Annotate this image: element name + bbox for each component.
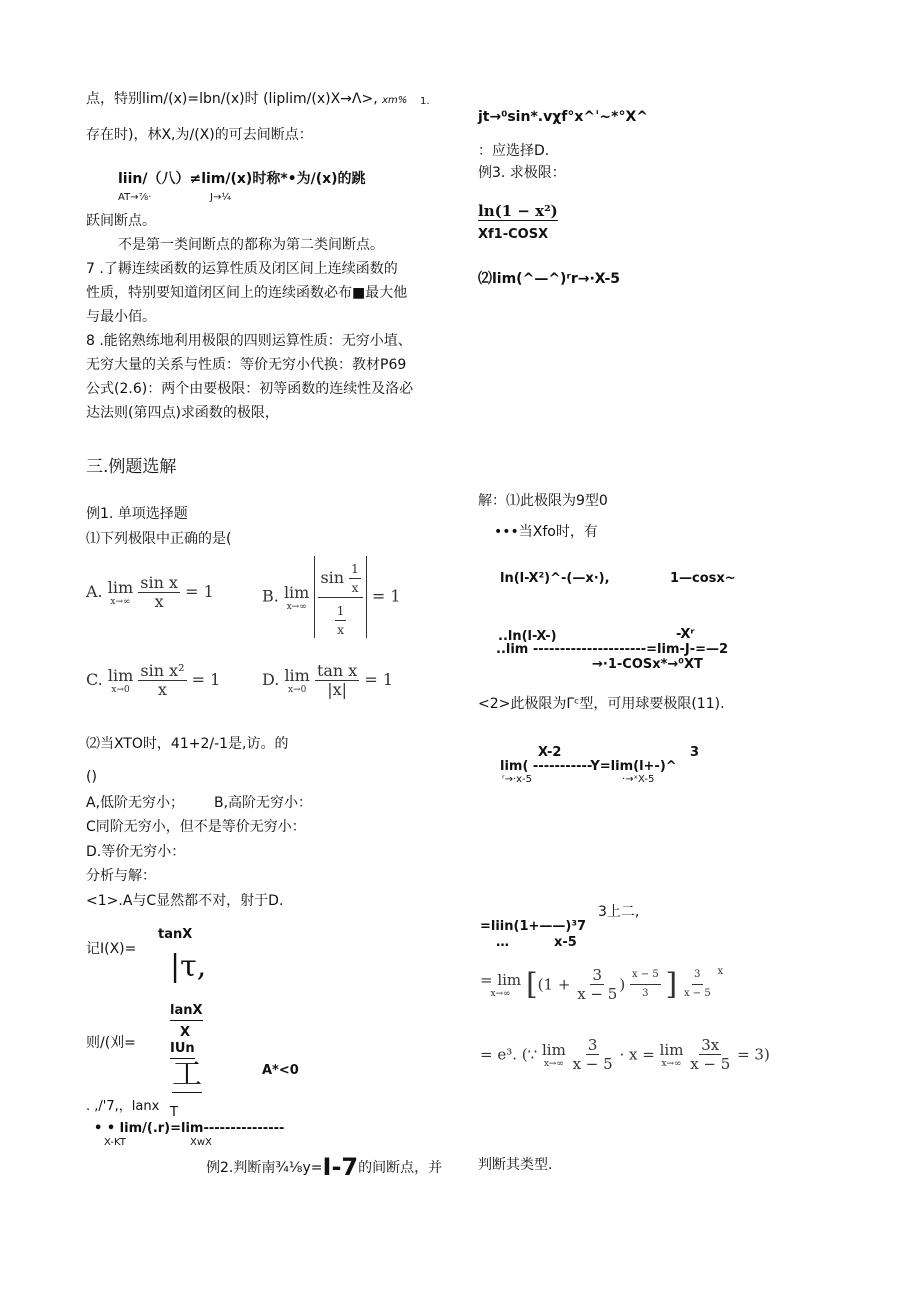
text-line: 判断其类型. bbox=[478, 1157, 553, 1173]
subscript: AT→⅞· bbox=[118, 192, 152, 203]
paragraph-7-line: 与最小佰。 bbox=[86, 309, 156, 325]
formula-fragment: x-5 bbox=[554, 935, 577, 950]
subscript: ·→ˣX-5 bbox=[622, 774, 655, 785]
formula-line-result: = e³. (∵ lim x→∞ $\frac{3}{x - 5}$ · x = lim x→∞ $\frac{3x}{x - 5}$ = 3) bbox=[480, 1036, 770, 1073]
paragraph-8-line: 公式(2.6)：两个由要极限：初等函数的连续性及洛必 bbox=[86, 381, 414, 397]
question-1: ⑴下列极限中正确的是( bbox=[86, 531, 232, 547]
formula-fragment: Xf1-COSX bbox=[478, 227, 549, 242]
formula-fragment: A*<0 bbox=[262, 1063, 299, 1078]
text-line: jt→⁰sin*.vχf°x^ˈ~*°X^ bbox=[478, 109, 648, 125]
text-line: 跃间断点。 bbox=[86, 213, 156, 229]
text-line: ：应选择D. bbox=[478, 143, 550, 159]
formula-fragment: … bbox=[496, 935, 509, 950]
formula-fragment: 3上二, bbox=[598, 904, 640, 920]
option-a-formula: A. lim x→∞ $\frac{\text{sin x}}{x}$ = 1 bbox=[86, 573, 214, 611]
formula-fragment: . ,/'7,，lanx bbox=[86, 1099, 160, 1114]
formula-line-limit: = lim x→∞ [(1 + $\frac{3}{x - 5}$ ) $\frac{x - 5}{3}$ ] $\frac{3}{x - 5}$ $^x$ bbox=[480, 966, 724, 1003]
paragraph-8-line: 无穷大量的关系与性质：等价无穷小代换：教材P69 bbox=[86, 357, 407, 373]
solution-line: →·1-COSx*→⁰XT bbox=[592, 657, 703, 672]
paragraph-7-line: 7 .了耨连续函数的运算性质及闭区间上连续函数的 bbox=[86, 261, 398, 277]
formula-fragment: X-2 bbox=[538, 745, 562, 760]
solution-line: <2>此极限为Γᶜ型，可用球要极限(11). bbox=[478, 696, 725, 712]
formula-fragment: • • lim/(.r)=lim--------------- bbox=[94, 1121, 285, 1136]
solution-line: 1—cosx~ bbox=[670, 571, 736, 586]
formula-fragment: IUn bbox=[170, 1040, 195, 1059]
example-3-title: 例3. 求极限： bbox=[478, 165, 566, 181]
paragraph-7-line: 性质，特别要知道闭区间上的连续函数必布■最大他 bbox=[86, 285, 408, 301]
text-line: 存在时)，林X,为/(X)的可去间断点： bbox=[86, 127, 313, 143]
choice-a: A,低阶无穷小； bbox=[86, 795, 185, 811]
text-line: liin/（八）≠lim/(x)时称*•为/(x)的跳 bbox=[118, 171, 366, 187]
option-d-formula: D. lim x→0 $\frac{\text{tan x}}{|x|}$ = 1 bbox=[262, 661, 394, 699]
option-c-formula: C. lim x→0 $\frac{\text{sin x²}}{x}$ = 1 bbox=[86, 661, 221, 699]
question-2: ⑵当XTO时，41+2/-1是,访。的 bbox=[86, 736, 289, 752]
choice-c: C同阶无穷小，但不是等价无穷小： bbox=[86, 819, 306, 835]
analysis-label: 分析与解： bbox=[86, 868, 156, 884]
example-1-title: 例1. 单项选择题 bbox=[86, 506, 188, 522]
formula-fragment: 工 bbox=[172, 1057, 202, 1092]
formula-fragment: tanX bbox=[158, 927, 193, 942]
formula-fragment: =liin(1+——)³7 bbox=[480, 919, 587, 934]
formula-fragment: 则/(刈= bbox=[86, 1035, 136, 1051]
formula-fragment: T bbox=[170, 1105, 178, 1120]
solution-line: ln(l-X²)^-(—x·), bbox=[500, 571, 610, 586]
section-heading: 三.例题选解 bbox=[86, 457, 177, 477]
solution-line: ..lim ---------------------=lim-J-=—2 bbox=[496, 642, 729, 657]
subscript: XwX bbox=[190, 1137, 212, 1148]
formula-fragment: |τ, bbox=[170, 949, 207, 984]
paragraph-8-line: 达法则(第四点)求函数的极限， bbox=[86, 405, 279, 421]
formula-fragment: lim( -----------Y=lim(l+-)^ bbox=[500, 759, 677, 774]
formula-fragment: 记I(X)= bbox=[86, 941, 137, 957]
subscript: J→¼ bbox=[210, 192, 232, 203]
solution-line: ..ln(l-X-) bbox=[498, 629, 557, 644]
solution-line: •••当Xfo时，有 bbox=[494, 524, 598, 540]
text-line: 点，特别lim/(x)=lbn/(x)时 (liplim/(x)X→Λ>, xm% bbox=[86, 91, 408, 107]
formula-fragment: lanX bbox=[170, 1002, 203, 1021]
answer-paren: () bbox=[86, 769, 97, 785]
solution-line: -Xʳ bbox=[676, 627, 695, 642]
question-2: ⑵lim(^—^)ʳr→·X-5 bbox=[478, 271, 621, 287]
formula-fragment: X bbox=[180, 1025, 191, 1040]
formula-fragment: 3 bbox=[690, 745, 700, 760]
choice-b: B,高阶无穷小： bbox=[214, 795, 313, 811]
subscript: X-KT bbox=[104, 1137, 126, 1148]
formula-fragment: ln(1 − x²) bbox=[478, 202, 558, 220]
option-b-formula: B. lim x→∞ sin $\frac{1}{x}$ $\frac{1}{x}$ = 1 bbox=[262, 556, 401, 638]
text-fragment: 1. bbox=[420, 96, 430, 107]
analysis-line: <1>.A与C显然都不对，射于D. bbox=[86, 893, 284, 909]
solution-line: 解：⑴此极限为9型0 bbox=[478, 493, 608, 509]
choice-d: D.等价无穷小： bbox=[86, 844, 186, 860]
example-2: 例2.判断南¾⅛y=I-7的间断点，并 bbox=[206, 1153, 443, 1181]
text-line: 不是第一类间断点的都称为第二类间断点。 bbox=[118, 237, 384, 253]
paragraph-8-line: 8 .能铭熟练地利用极限的四则运算性质：无穷小埴、 bbox=[86, 333, 412, 349]
subscript: ʳ→·x-5 bbox=[502, 774, 533, 785]
